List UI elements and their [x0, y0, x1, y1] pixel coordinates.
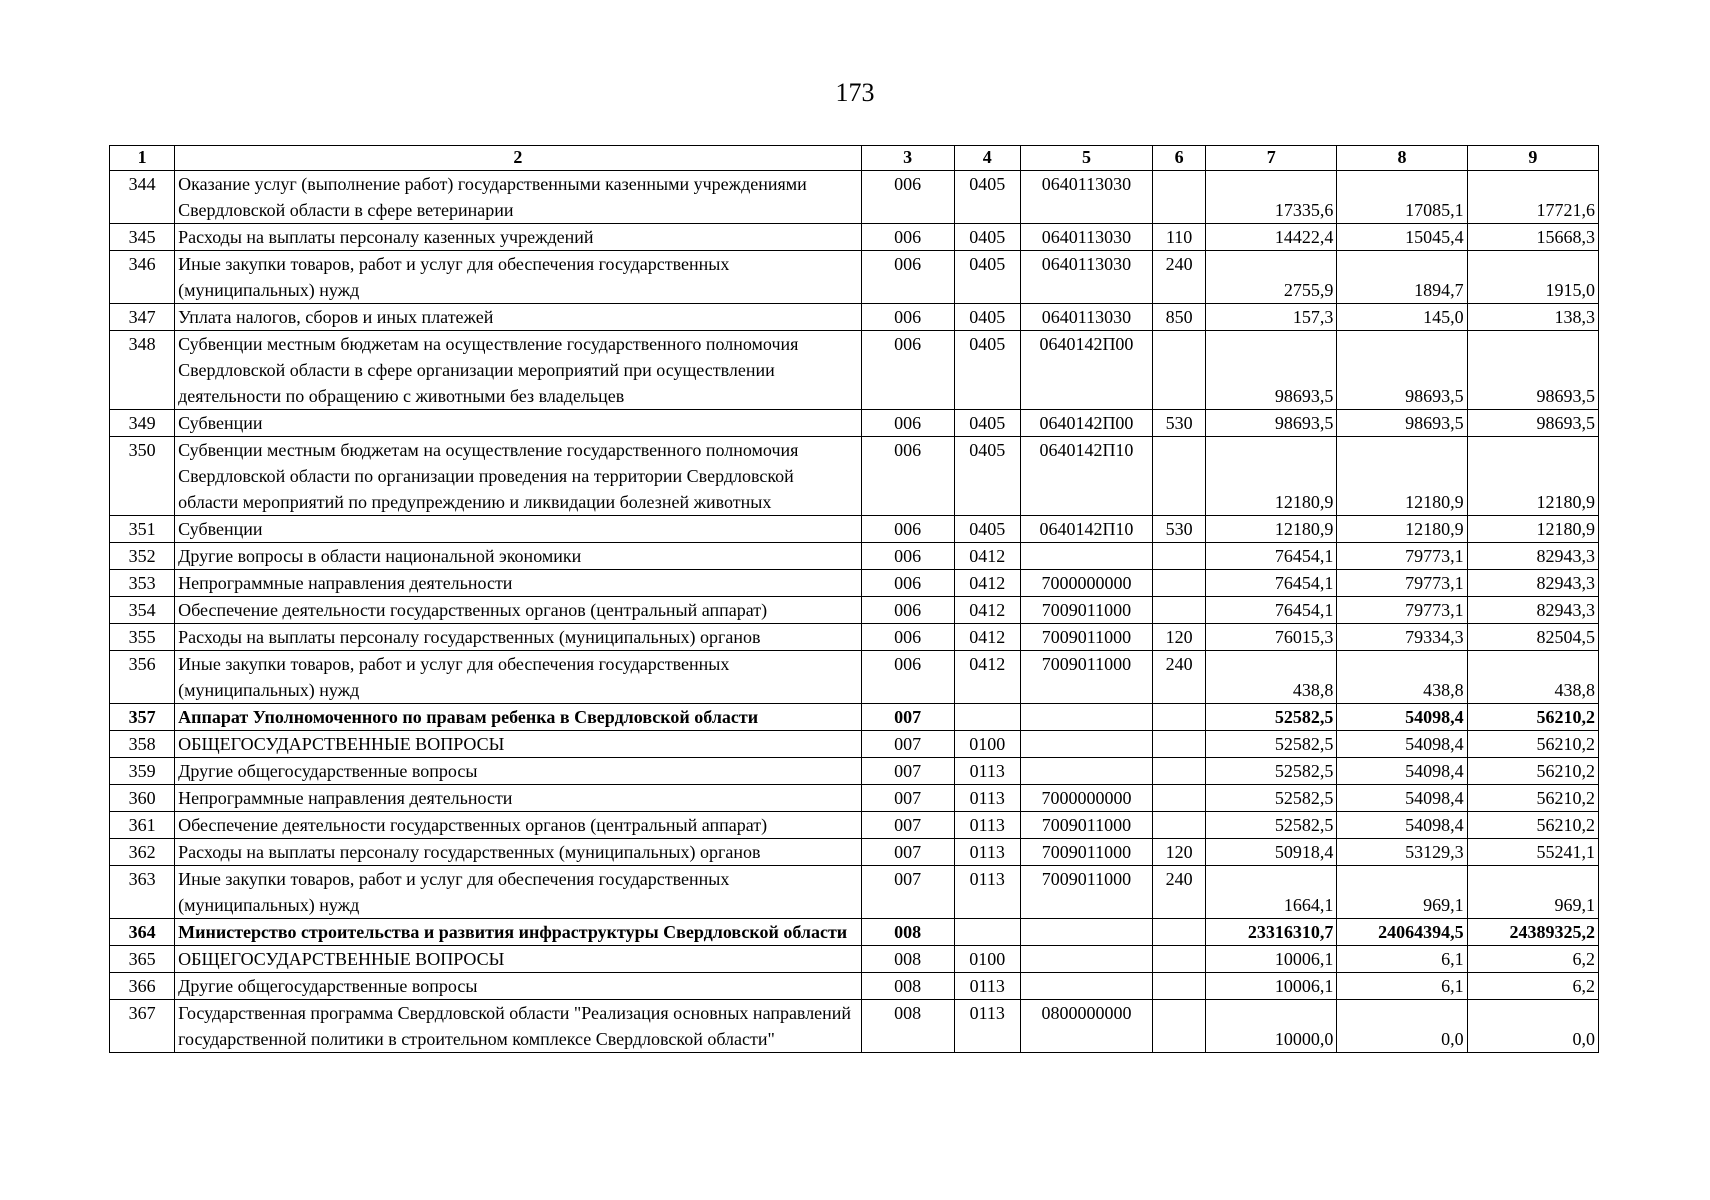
table-row [110, 304, 1599, 331]
ministry-code: 006 [861, 651, 954, 704]
amount-col-9: 82504,5 [1467, 624, 1598, 651]
row-number: 361 [110, 812, 175, 839]
amount-col-8: 98693,5 [1337, 410, 1467, 437]
table-body [110, 171, 1599, 1053]
column-header: 7 [1206, 146, 1337, 171]
amount-col-9: 6,2 [1467, 946, 1598, 973]
row-number: 362 [110, 839, 175, 866]
section-code: 0412 [954, 624, 1020, 651]
table-row [110, 651, 1599, 704]
row-description: Иные закупки товаров, работ и услуг для обеспечения государственных (муниципальных) нужд [175, 866, 861, 919]
ministry-code: 007 [861, 704, 954, 731]
expense-type-code [1153, 570, 1206, 597]
section-code: 0412 [954, 543, 1020, 570]
target-article-code [1020, 758, 1152, 785]
amount-col-8: 0,0 [1337, 1000, 1467, 1053]
ministry-code: 006 [861, 516, 954, 543]
target-article-code: 7000000000 [1020, 785, 1152, 812]
row-number: 366 [110, 973, 175, 1000]
target-article-code [1020, 919, 1152, 946]
amount-col-9: 1915,0 [1467, 251, 1598, 304]
amount-col-8: 24064394,5 [1337, 919, 1467, 946]
target-article-code: 7009011000 [1020, 651, 1152, 704]
section-code: 0113 [954, 758, 1020, 785]
row-description: Уплата налогов, сборов и иных платежей [175, 304, 861, 331]
ministry-code: 006 [861, 624, 954, 651]
expense-type-code: 120 [1153, 624, 1206, 651]
amount-col-9: 82943,3 [1467, 570, 1598, 597]
expense-type-code [1153, 785, 1206, 812]
amount-col-9: 12180,9 [1467, 516, 1598, 543]
amount-col-7: 98693,5 [1206, 410, 1337, 437]
table-row [110, 570, 1599, 597]
target-article-code: 7009011000 [1020, 624, 1152, 651]
row-description: Непрограммные направления деятельности [175, 785, 861, 812]
table-row [110, 251, 1599, 304]
row-number: 365 [110, 946, 175, 973]
section-code: 0405 [954, 410, 1020, 437]
row-description: Расходы на выплаты персоналу казенных учреждений [175, 224, 861, 251]
amount-col-7: 52582,5 [1206, 785, 1337, 812]
row-number: 345 [110, 224, 175, 251]
table-row [110, 919, 1599, 946]
table-row [110, 331, 1599, 410]
amount-col-7: 52582,5 [1206, 812, 1337, 839]
amount-col-8: 54098,4 [1337, 812, 1467, 839]
amount-col-9: 17721,6 [1467, 171, 1598, 224]
row-description: Аппарат Уполномоченного по правам ребенка в Свердловской области [175, 704, 861, 731]
row-number: 354 [110, 597, 175, 624]
target-article-code: 0640113030 [1020, 224, 1152, 251]
amount-col-8: 98693,5 [1337, 331, 1467, 410]
table-row [110, 812, 1599, 839]
ministry-code: 008 [861, 946, 954, 973]
amount-col-8: 12180,9 [1337, 516, 1467, 543]
section-code [954, 704, 1020, 731]
table-row [110, 946, 1599, 973]
ministry-code: 006 [861, 570, 954, 597]
row-number: 351 [110, 516, 175, 543]
column-header: 1 [110, 146, 175, 171]
ministry-code: 006 [861, 597, 954, 624]
amount-col-9: 98693,5 [1467, 331, 1598, 410]
expense-type-code [1153, 946, 1206, 973]
section-code: 0405 [954, 224, 1020, 251]
ministry-code: 008 [861, 973, 954, 1000]
row-number: 358 [110, 731, 175, 758]
section-code: 0405 [954, 331, 1020, 410]
column-header: 2 [175, 146, 861, 171]
target-article-code: 0640142П10 [1020, 437, 1152, 516]
column-header: 6 [1153, 146, 1206, 171]
expense-type-code: 240 [1153, 651, 1206, 704]
ministry-code: 006 [861, 410, 954, 437]
row-description: Расходы на выплаты персоналу государственных (муниципальных) органов [175, 839, 861, 866]
section-code: 0405 [954, 437, 1020, 516]
target-article-code [1020, 704, 1152, 731]
amount-col-7: 10006,1 [1206, 946, 1337, 973]
amount-col-9: 82943,3 [1467, 543, 1598, 570]
amount-col-7: 1664,1 [1206, 866, 1337, 919]
row-description: Расходы на выплаты персоналу государственных (муниципальных) органов [175, 624, 861, 651]
section-code: 0405 [954, 304, 1020, 331]
row-description: ОБЩЕГОСУДАРСТВЕННЫЕ ВОПРОСЫ [175, 946, 861, 973]
amount-col-8: 145,0 [1337, 304, 1467, 331]
row-number: 344 [110, 171, 175, 224]
expense-type-code [1153, 812, 1206, 839]
budget-table [109, 145, 1599, 1053]
section-code: 0405 [954, 516, 1020, 543]
amount-col-9: 138,3 [1467, 304, 1598, 331]
expense-type-code [1153, 731, 1206, 758]
amount-col-7: 76454,1 [1206, 570, 1337, 597]
column-header: 5 [1020, 146, 1152, 171]
section-code: 0113 [954, 812, 1020, 839]
expense-type-code: 120 [1153, 839, 1206, 866]
target-article-code [1020, 973, 1152, 1000]
amount-col-9: 55241,1 [1467, 839, 1598, 866]
target-article-code: 7009011000 [1020, 812, 1152, 839]
amount-col-8: 54098,4 [1337, 785, 1467, 812]
target-article-code: 0640142П00 [1020, 331, 1152, 410]
amount-col-9: 56210,2 [1467, 812, 1598, 839]
amount-col-8: 969,1 [1337, 866, 1467, 919]
row-number: 348 [110, 331, 175, 410]
row-number: 350 [110, 437, 175, 516]
amount-col-8: 54098,4 [1337, 731, 1467, 758]
row-number: 363 [110, 866, 175, 919]
ministry-code: 006 [861, 171, 954, 224]
ministry-code: 007 [861, 866, 954, 919]
expense-type-code: 110 [1153, 224, 1206, 251]
amount-col-9: 969,1 [1467, 866, 1598, 919]
section-code: 0113 [954, 785, 1020, 812]
amount-col-7: 50918,4 [1206, 839, 1337, 866]
target-article-code: 7009011000 [1020, 866, 1152, 919]
amount-col-7: 76454,1 [1206, 597, 1337, 624]
ministry-code: 007 [861, 839, 954, 866]
row-description: Государственная программа Свердловской области "Реализация основных направлений государственной политики в строительном комплексе Свердловской области" [175, 1000, 861, 1053]
amount-col-7: 52582,5 [1206, 758, 1337, 785]
expense-type-code [1153, 171, 1206, 224]
table-row [110, 543, 1599, 570]
section-code: 0113 [954, 973, 1020, 1000]
ministry-code: 006 [861, 543, 954, 570]
amount-col-9: 56210,2 [1467, 785, 1598, 812]
row-description: Субвенции [175, 410, 861, 437]
table-row [110, 437, 1599, 516]
section-code: 0113 [954, 839, 1020, 866]
target-article-code: 7009011000 [1020, 839, 1152, 866]
page-number: 173 [835, 78, 875, 107]
row-number: 357 [110, 704, 175, 731]
table-row [110, 785, 1599, 812]
amount-col-9: 438,8 [1467, 651, 1598, 704]
amount-col-9: 12180,9 [1467, 437, 1598, 516]
target-article-code [1020, 946, 1152, 973]
amount-col-9: 56210,2 [1467, 731, 1598, 758]
expense-type-code [1153, 597, 1206, 624]
row-number: 364 [110, 919, 175, 946]
column-header: 9 [1467, 146, 1598, 171]
amount-col-7: 157,3 [1206, 304, 1337, 331]
row-number: 353 [110, 570, 175, 597]
expense-type-code [1153, 543, 1206, 570]
amount-col-8: 79773,1 [1337, 570, 1467, 597]
amount-col-8: 79773,1 [1337, 597, 1467, 624]
amount-col-7: 12180,9 [1206, 437, 1337, 516]
row-description: Субвенции местным бюджетам на осуществление государственного полномочия Свердловской области в сфере организации мероприятий при осуществлении деятельности по обращению с животными без владельцев [175, 331, 861, 410]
column-header: 4 [954, 146, 1020, 171]
ministry-code: 007 [861, 812, 954, 839]
amount-col-8: 6,1 [1337, 973, 1467, 1000]
column-header: 8 [1337, 146, 1467, 171]
row-description: Субвенции местным бюджетам на осуществление государственного полномочия Свердловской области по организации проведения на территории Свердловской области мероприятий по предупреждению и ликвидации болезней животных [175, 437, 861, 516]
row-description: Субвенции [175, 516, 861, 543]
amount-col-8: 12180,9 [1337, 437, 1467, 516]
section-code: 0412 [954, 570, 1020, 597]
expense-type-code [1153, 1000, 1206, 1053]
amount-col-9: 56210,2 [1467, 704, 1598, 731]
row-number: 367 [110, 1000, 175, 1053]
amount-col-8: 79773,1 [1337, 543, 1467, 570]
section-code: 0405 [954, 171, 1020, 224]
row-number: 346 [110, 251, 175, 304]
table-row [110, 839, 1599, 866]
target-article-code [1020, 543, 1152, 570]
expense-type-code [1153, 973, 1206, 1000]
expense-type-code [1153, 758, 1206, 785]
table-row [110, 704, 1599, 731]
ministry-code: 007 [861, 731, 954, 758]
section-code: 0405 [954, 251, 1020, 304]
row-number: 356 [110, 651, 175, 704]
amount-col-9: 56210,2 [1467, 758, 1598, 785]
table-row [110, 731, 1599, 758]
table-row [110, 597, 1599, 624]
expense-type-code: 530 [1153, 410, 1206, 437]
expense-type-code: 240 [1153, 251, 1206, 304]
expense-type-code [1153, 331, 1206, 410]
amount-col-7: 12180,9 [1206, 516, 1337, 543]
target-article-code: 7009011000 [1020, 597, 1152, 624]
expense-type-code: 240 [1153, 866, 1206, 919]
target-article-code: 0640113030 [1020, 251, 1152, 304]
table-row [110, 973, 1599, 1000]
row-description: Другие общегосударственные вопросы [175, 973, 861, 1000]
amount-col-7: 2755,9 [1206, 251, 1337, 304]
expense-type-code [1153, 919, 1206, 946]
expense-type-code: 530 [1153, 516, 1206, 543]
expense-type-code: 850 [1153, 304, 1206, 331]
row-number: 347 [110, 304, 175, 331]
amount-col-8: 54098,4 [1337, 758, 1467, 785]
section-code: 0113 [954, 1000, 1020, 1053]
row-description: Обеспечение деятельности государственных органов (центральный аппарат) [175, 597, 861, 624]
amount-col-9: 24389325,2 [1467, 919, 1598, 946]
table-row [110, 758, 1599, 785]
target-article-code [1020, 731, 1152, 758]
ministry-code: 007 [861, 758, 954, 785]
amount-col-7: 52582,5 [1206, 704, 1337, 731]
row-description: Непрограммные направления деятельности [175, 570, 861, 597]
column-header: 3 [861, 146, 954, 171]
row-description: Иные закупки товаров, работ и услуг для обеспечения государственных (муниципальных) нужд [175, 251, 861, 304]
row-description: Другие общегосударственные вопросы [175, 758, 861, 785]
ministry-code: 006 [861, 224, 954, 251]
ministry-code: 006 [861, 304, 954, 331]
header-row [110, 146, 1599, 171]
section-code: 0100 [954, 946, 1020, 973]
row-number: 355 [110, 624, 175, 651]
ministry-code: 008 [861, 1000, 954, 1053]
amount-col-7: 14422,4 [1206, 224, 1337, 251]
expense-type-code [1153, 704, 1206, 731]
table-row [110, 624, 1599, 651]
amount-col-9: 0,0 [1467, 1000, 1598, 1053]
amount-col-8: 17085,1 [1337, 171, 1467, 224]
amount-col-8: 53129,3 [1337, 839, 1467, 866]
target-article-code: 7000000000 [1020, 570, 1152, 597]
target-article-code: 0640113030 [1020, 171, 1152, 224]
amount-col-7: 52582,5 [1206, 731, 1337, 758]
section-code: 0100 [954, 731, 1020, 758]
ministry-code: 006 [861, 251, 954, 304]
row-number: 352 [110, 543, 175, 570]
table-row [110, 224, 1599, 251]
target-article-code: 0640113030 [1020, 304, 1152, 331]
ministry-code: 008 [861, 919, 954, 946]
row-description: Иные закупки товаров, работ и услуг для обеспечения государственных (муниципальных) нужд [175, 651, 861, 704]
amount-col-7: 76454,1 [1206, 543, 1337, 570]
amount-col-8: 15045,4 [1337, 224, 1467, 251]
row-description: Министерство строительства и развития инфраструктуры Свердловской области [175, 919, 861, 946]
amount-col-9: 98693,5 [1467, 410, 1598, 437]
amount-col-7: 76015,3 [1206, 624, 1337, 651]
table-row [110, 410, 1599, 437]
table-row [110, 1000, 1599, 1053]
amount-col-8: 6,1 [1337, 946, 1467, 973]
section-code: 0113 [954, 866, 1020, 919]
row-number: 359 [110, 758, 175, 785]
target-article-code: 0640142П10 [1020, 516, 1152, 543]
table-row [110, 516, 1599, 543]
amount-col-9: 82943,3 [1467, 597, 1598, 624]
ministry-code: 006 [861, 331, 954, 410]
amount-col-9: 6,2 [1467, 973, 1598, 1000]
amount-col-8: 438,8 [1337, 651, 1467, 704]
amount-col-9: 15668,3 [1467, 224, 1598, 251]
amount-col-7: 23316310,7 [1206, 919, 1337, 946]
row-description: Другие вопросы в области национальной экономики [175, 543, 861, 570]
section-code: 0412 [954, 597, 1020, 624]
amount-col-8: 54098,4 [1337, 704, 1467, 731]
target-article-code: 0800000000 [1020, 1000, 1152, 1053]
target-article-code: 0640142П00 [1020, 410, 1152, 437]
row-number: 360 [110, 785, 175, 812]
amount-col-7: 98693,5 [1206, 331, 1337, 410]
table-row [110, 171, 1599, 224]
row-description: ОБЩЕГОСУДАРСТВЕННЫЕ ВОПРОСЫ [175, 731, 861, 758]
amount-col-7: 10006,1 [1206, 973, 1337, 1000]
row-description: Обеспечение деятельности государственных органов (центральный аппарат) [175, 812, 861, 839]
amount-col-8: 1894,7 [1337, 251, 1467, 304]
amount-col-7: 438,8 [1206, 651, 1337, 704]
table-row [110, 866, 1599, 919]
section-code [954, 919, 1020, 946]
row-number: 349 [110, 410, 175, 437]
ministry-code: 006 [861, 437, 954, 516]
section-code: 0412 [954, 651, 1020, 704]
ministry-code: 007 [861, 785, 954, 812]
expense-type-code [1153, 437, 1206, 516]
amount-col-7: 17335,6 [1206, 171, 1337, 224]
amount-col-8: 79334,3 [1337, 624, 1467, 651]
row-description: Оказание услуг (выполнение работ) государственными казенными учреждениями Свердловской области в сфере ветеринарии [175, 171, 861, 224]
amount-col-7: 10000,0 [1206, 1000, 1337, 1053]
